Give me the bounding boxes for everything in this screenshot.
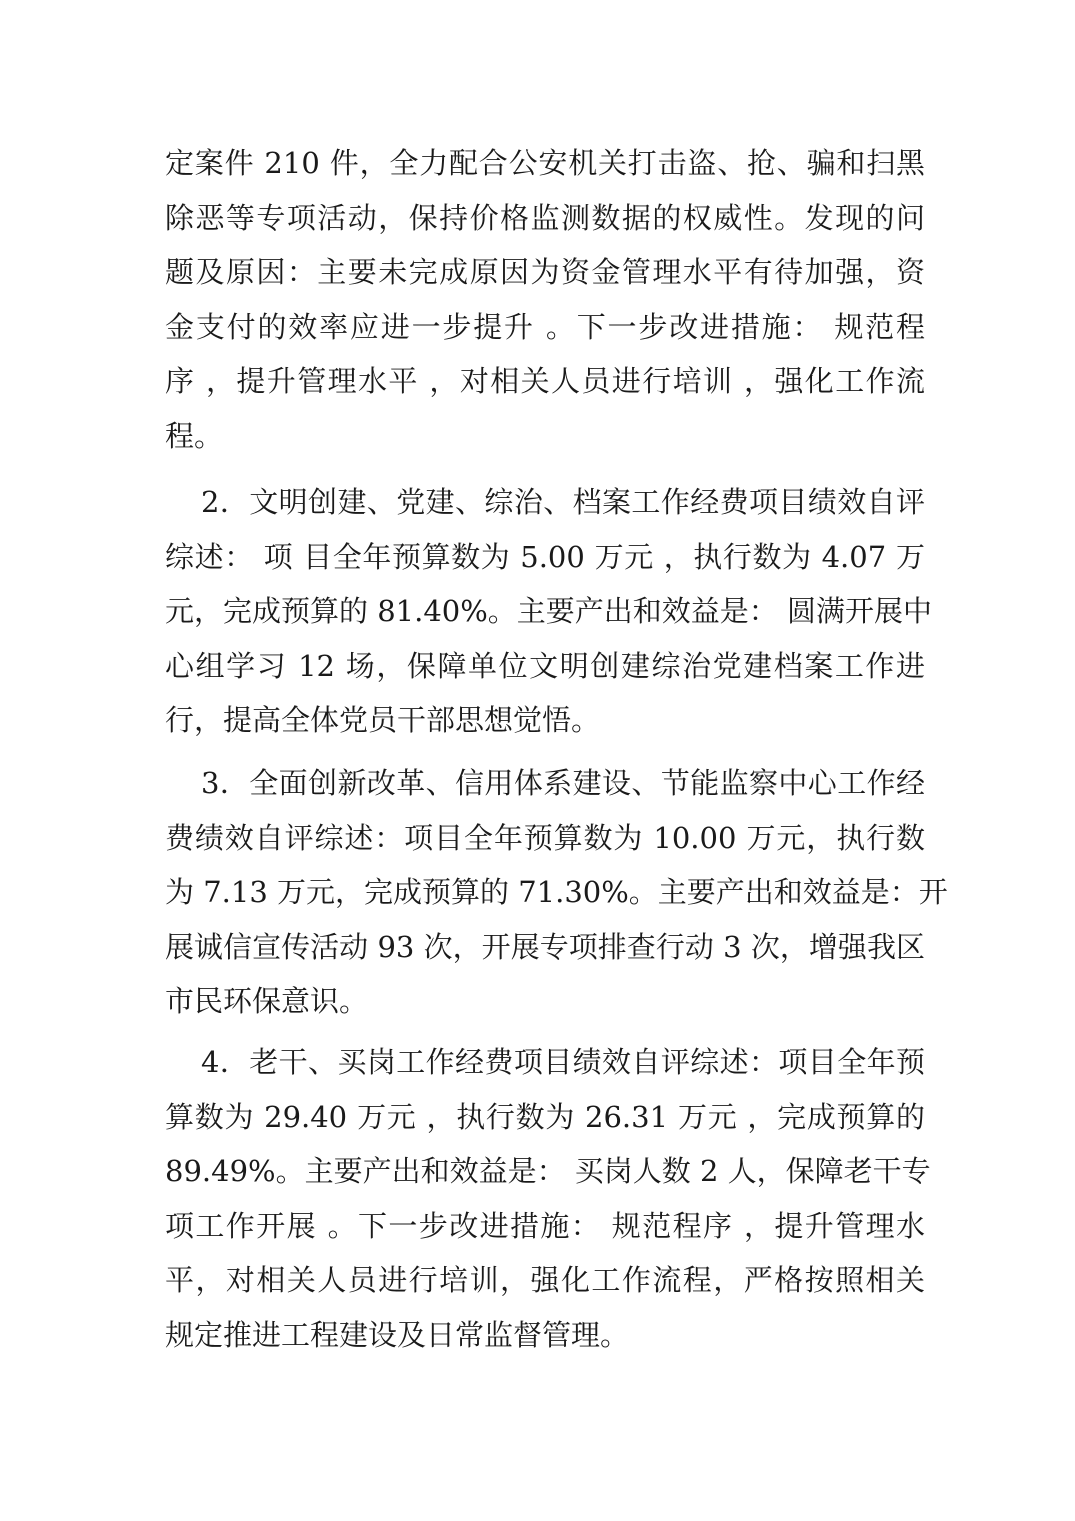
paragraph-line: 心组学习 12 场，保障单位文明创建综治党建档案工作进 [165,648,925,683]
paragraph-3 [165,756,948,1029]
paragraph-line: 定案件 210 件，全力配合公安机关打击盗、抢、骗和扫黑 [165,146,925,180]
paragraph-line: 规定推进工程建设及日常监督管理。 [165,1317,630,1352]
paragraph-line: 行，提高全体党员干部思想觉悟。 [165,703,601,737]
paragraph-line: 展诚信宣传活动 93 次，开展专项排查行动 3 次，增强我区 [165,929,925,964]
paragraph-line: 3．全面创新改革、信用体系建设、节能监察中心工作经 [201,766,925,800]
paragraph-4 [165,1035,931,1362]
paragraph-line: 程。 [165,418,224,453]
paragraph-line: 综述： 项 目全年预算数为 5.00 万元 ，执行数为 4.07 万 [165,539,925,574]
paragraph-line: 4．老干、买岗工作经费项目绩效自评综述：项目全年预 [201,1045,925,1079]
paragraph-2 [165,475,933,748]
paragraph-line: 平，对相关人员进行培训，强化工作流程，严格按照相关 [165,1263,925,1297]
paragraph-line: 费绩效自评综述：项目全年预算数为 10.00 万元，执行数 [165,820,925,855]
paragraph-line: 算数为 29.40 万元 ，执行数为 26.31 万元 ，完成预算的 [165,1099,925,1134]
paragraph-line: 除恶等专项活动，保持价格监测数据的权威性。发现的问 [165,200,925,235]
paragraph-line: 元，完成预算的 81.40%。主要产出和效益是： 圆满开展中 [165,594,933,628]
paragraph-line: 金支付的效率应进一步提升 。下一步改进措施： 规范程 [165,309,925,344]
paragraph-line: 市民环保意识。 [165,984,369,1018]
paragraph-line: 为 7.13 万元，完成预算的 71.30%。主要产出和效益是：开 [165,875,948,909]
paragraph-line: 序 ，提升管理水平 ，对相关人员进行培训 ，强化工作流 [165,364,925,398]
paragraph-line: 89.49%。主要产出和效益是： 买岗人数 2 人，保障老干专 [165,1154,931,1188]
paragraph-line: 题及原因：主要未完成原因为资金管理水平有待加强，资 [165,255,925,289]
paragraph-1 [165,136,925,463]
paragraph-line: 2．文明创建、党建、综治、档案工作经费项目绩效自评 [201,485,925,519]
paragraph-line: 项工作开展 。下一步改进措施： 规范程序 ，提升管理水 [165,1208,925,1243]
